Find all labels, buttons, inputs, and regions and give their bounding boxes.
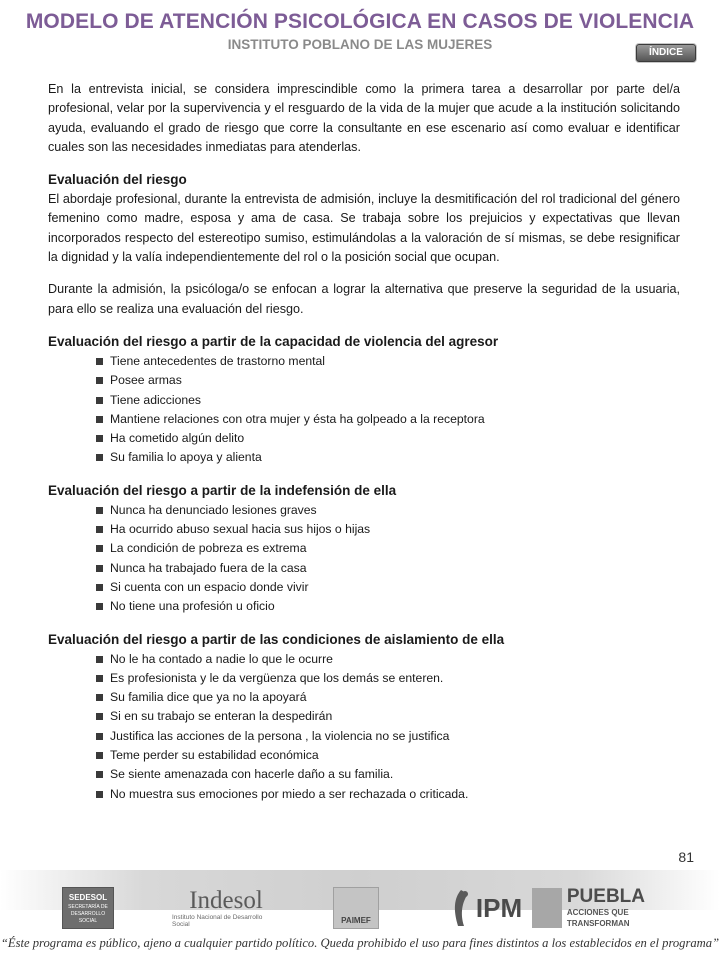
page-header bbox=[0, 0, 720, 70]
list-item: Ha ocurrido abuso sexual hacia sus hijos o hijas bbox=[96, 520, 680, 539]
list-item: Nunca ha denunciado lesiones graves bbox=[96, 501, 680, 520]
indesol-logo bbox=[172, 880, 280, 936]
page-number: 81 bbox=[678, 849, 694, 865]
puebla-emblem-icon bbox=[532, 888, 562, 928]
list-item: Posee armas bbox=[96, 371, 680, 390]
list-item: No tiene una profesión u oficio bbox=[96, 597, 680, 616]
list-item: Tiene antecedentes de trastorno mental bbox=[96, 352, 680, 371]
list-item: Justifica las acciones de la persona , la violencia no se justifica bbox=[96, 727, 680, 746]
list-item: Se siente amenazada con hacerle daño a su familia. bbox=[96, 765, 680, 784]
indesol-logo-text: Indesol bbox=[189, 887, 263, 914]
paimef-logo bbox=[331, 880, 381, 936]
document-title: MODELO DE ATENCIÓN PSICOLÓGICA EN CASOS DE VIOLENCIA bbox=[25, 10, 695, 33]
ipm-logo-text: IPM bbox=[475, 892, 523, 923]
page-body bbox=[48, 80, 680, 804]
isolation-list bbox=[48, 650, 680, 804]
risk-paragraph-1: El abordaje profesional, durante la entrevista de admisión, incluye la desmitificación del rol tradicional del género femenino como madre, esposa y ama de casa. Se trabaja sobre los prejuicios y expectativas que llevan incorporados respecto del estereotipo sumiso, estimulándolas a la valoración de sí mismas, se debe resignificar la dignidad y la valía independientemente del rol o la posición social que ocupan. bbox=[48, 192, 680, 265]
list-item: Su familia dice que ya no la apoyará bbox=[96, 688, 680, 707]
risk-paragraph-2: Durante la admisión, la psicóloga/o se enfocan a lograr la alternativa que preserve la seguridad de la usuaria, para ello se realiza una evaluación del riesgo. bbox=[48, 282, 680, 316]
list-item: Si cuenta con un espacio donde vivir bbox=[96, 578, 680, 597]
sedesol-logo-subtext: SECRETARÍA DE DESARROLLO SOCIAL bbox=[68, 904, 108, 924]
list-item: Mantiene relaciones con otra mujer y ésta ha golpeado a la receptora bbox=[96, 410, 680, 429]
list-item: No le ha contado a nadie lo que le ocurre bbox=[96, 650, 680, 669]
isolation-heading: Evaluación del riesgo a partir de las condiciones de aislamiento de ella bbox=[48, 631, 505, 647]
ipm-emblem-icon bbox=[450, 888, 472, 928]
list-item: Su familia lo apoya y alienta bbox=[96, 448, 680, 467]
list-item: Ha cometido algún delito bbox=[96, 429, 680, 448]
list-item: Teme perder su estabilidad económica bbox=[96, 746, 680, 765]
list-item: No muestra sus emociones por miedo a ser rechazada o criticada. bbox=[96, 785, 680, 804]
sedesol-logo-text: SEDESOL bbox=[68, 893, 108, 902]
intro-paragraph: En la entrevista inicial, se considera imprescindible como la primera tarea a desarrollar por parte del/a profesional, velar por la supervivencia y el resguardo de la vida de la mujer que acude a la institución solicitando ayuda, evaluando el grado de riesgo que corre la consultante en ese escenario así como evaluar e identificar cuales son las necesidades inmediatas para atenderlas. bbox=[48, 82, 680, 154]
sedesol-logo bbox=[58, 880, 118, 936]
defenselessness-heading: Evaluación del riesgo a partir de la indefensión de ella bbox=[48, 482, 397, 498]
risk-heading: Evaluación del riesgo bbox=[48, 172, 187, 188]
puebla-logo bbox=[532, 880, 672, 936]
list-item: Tiene adicciones bbox=[96, 391, 680, 410]
paimef-logo-text: PAIMEF bbox=[333, 887, 379, 929]
puebla-logo-text: PUEBLA bbox=[566, 886, 645, 907]
list-item: Si en su trabajo se enteran la despedirán bbox=[96, 707, 680, 726]
puebla-logo-subtext: ACCIONES QUE TRANSFORMAN bbox=[566, 908, 630, 928]
aggressor-list bbox=[48, 352, 680, 468]
aggressor-heading: Evaluación del riesgo a partir de la capacidad de violencia del agresor bbox=[48, 333, 499, 349]
indesol-logo-subtext: Instituto Nacional de Desarrollo Social bbox=[172, 914, 263, 928]
institute-subtitle: INSTITUTO POBLANO DE LAS MUJERES bbox=[227, 37, 493, 52]
defenselessness-list bbox=[48, 501, 680, 617]
sponsor-logos bbox=[0, 880, 720, 936]
list-item: Es profesionista y le da vergüenza que los demás se enteren. bbox=[96, 669, 680, 688]
ipm-logo bbox=[436, 880, 536, 936]
index-button[interactable]: ÍNDICE bbox=[636, 44, 696, 62]
program-disclaimer: “Éste programa es público, ajeno a cualquier partido político. Queda prohibido el uso para fines distintos a los establecidos en el programa” bbox=[0, 936, 720, 950]
list-item: La condición de pobreza es extrema bbox=[96, 539, 680, 558]
list-item: Nunca ha trabajado fuera de la casa bbox=[96, 559, 680, 578]
